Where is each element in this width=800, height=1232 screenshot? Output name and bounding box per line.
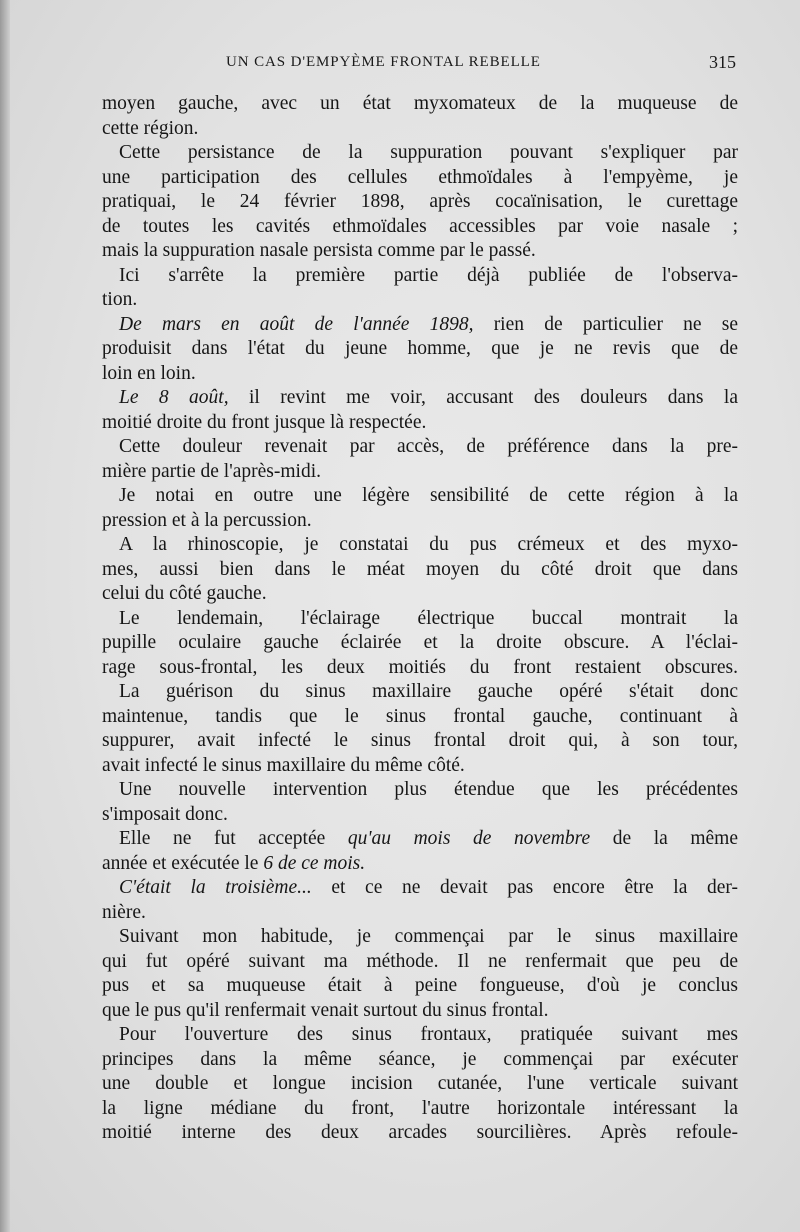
text-segment: et ce ne devait pas encore être la der- — [311, 877, 738, 898]
text-segment: Pour l'ouverture des sinus frontaux, pratiquée suivant mes — [119, 1024, 738, 1045]
text-line — [102, 705, 738, 730]
text-line — [102, 729, 738, 754]
text-segment: moitié droite du front jusque là respectée. — [102, 411, 427, 433]
text-segment: avait infecté le sinus maxillaire du même côté. — [102, 754, 465, 776]
text-line — [102, 215, 738, 240]
text-line — [102, 827, 738, 852]
text-line — [102, 386, 738, 411]
text-line — [102, 1121, 738, 1146]
text-segment: maintenue, tandis que le sinus frontal gauche, continuant à — [102, 705, 738, 727]
text-segment: que le pus qu'il renfermait venait surtout du sinus frontal. — [102, 999, 549, 1021]
text-segment: moitié interne des deux arcades sourcilières. Après refoule- — [102, 1122, 738, 1143]
text-segment: cette région. — [102, 117, 199, 139]
text-segment: pupille oculaire gauche éclairée et la droite obscure. A l'éclai- — [102, 632, 738, 653]
text-line — [102, 680, 738, 705]
text-line — [102, 582, 738, 607]
text-segment: loin en loin. — [102, 362, 196, 384]
text-line — [102, 1072, 738, 1097]
text-segment: suppurer, avait infecté le sinus frontal droit qui, à son tour, — [102, 730, 738, 751]
text-line — [102, 362, 738, 387]
text-line — [102, 901, 738, 926]
text-line — [102, 166, 738, 191]
text-segment: une double et longue incision cutanée, l'une verticale suivant — [102, 1073, 738, 1094]
text-segment: une participation des cellules ethmoïdales à l'empyème, je — [102, 166, 738, 188]
text-line — [102, 190, 738, 215]
text-segment: nière. — [102, 901, 146, 923]
text-line — [102, 974, 738, 999]
text-line — [102, 313, 738, 338]
text-line — [102, 92, 738, 117]
text-segment: rien de particulier ne se — [473, 313, 739, 335]
page-number: 315 — [709, 52, 736, 72]
text-segment: Une nouvelle intervention plus étendue que les précédentes — [119, 779, 738, 800]
text-segment: principes dans la même séance, je commençai par exécuter — [102, 1048, 738, 1070]
text-segment: Le lendemain, l'éclairage électrique buccal montrait la — [119, 607, 738, 629]
text-segment: pratiquai, le 24 février 1898, après cocaïnisation, le curettage — [102, 191, 738, 212]
italic-text: De mars en août de l'année 1898, — [119, 313, 474, 335]
text-line — [102, 803, 738, 828]
text-line — [102, 435, 738, 460]
running-title: UN CAS D'EMPYÈME FRONTAL REBELLE — [226, 54, 541, 70]
text-segment: celui du côté gauche. — [102, 583, 267, 604]
text-line — [102, 852, 738, 877]
text-line — [102, 950, 738, 975]
text-line — [102, 778, 738, 803]
text-line — [102, 460, 738, 485]
text-line — [102, 1023, 738, 1048]
italic-text: 6 de ce mois. — [263, 852, 366, 874]
text-line — [102, 264, 738, 289]
text-line — [102, 484, 738, 509]
text-line — [102, 141, 738, 166]
text-line — [102, 925, 738, 950]
text-line — [102, 411, 738, 436]
text-line — [102, 876, 738, 901]
text-line — [102, 1048, 738, 1073]
text-segment: année et exécutée le — [102, 852, 264, 874]
text-segment: il revint me voir, accusant des douleurs dans la — [228, 387, 738, 408]
text-line — [102, 509, 738, 534]
text-segment: Je notai en outre une légère sensibilité de cette région à la — [119, 485, 738, 506]
text-line — [102, 558, 738, 583]
text-segment: rage sous-frontal, les deux moitiés du front restaient obscures. — [102, 656, 738, 678]
text-line — [102, 999, 738, 1024]
page-header — [226, 52, 736, 76]
text-line — [102, 337, 738, 362]
text-segment: produisit dans l'état du jeune homme, que je ne revis que de — [102, 338, 738, 359]
italic-text: C'était la troisième... — [119, 877, 312, 898]
text-segment: moyen gauche, avec un état myxomateux de la muqueuse de — [102, 93, 738, 114]
body-text — [102, 92, 738, 1146]
text-segment: de la même — [590, 828, 738, 849]
text-segment: Suivant mon habitude, je commençai par le sinus maxillaire — [119, 926, 738, 947]
text-segment: la ligne médiane du front, l'autre horizontale intéressant la — [102, 1097, 738, 1119]
text-line — [102, 631, 738, 656]
text-segment: de toutes les cavités ethmoïdales accessibles par voie nasale ; — [102, 215, 738, 237]
text-segment: qui fut opéré suivant ma méthode. Il ne renfermait que peu de — [102, 950, 738, 972]
italic-text: Le 8 août, — [119, 387, 229, 408]
text-segment: Ici s'arrête la première partie déjà publiée de l'observa- — [119, 264, 738, 286]
text-segment: La guérison du sinus maxillaire gauche opéré s'était donc — [119, 681, 738, 702]
page-spine-shadow — [0, 0, 10, 1232]
italic-text: qu'au mois de novembre — [347, 828, 591, 849]
text-line — [102, 656, 738, 681]
text-segment: mière partie de l'après-midi. — [102, 460, 322, 482]
text-segment: Cette persistance de la suppuration pouvant s'expliquer par — [119, 142, 738, 163]
text-line — [102, 288, 738, 313]
text-line — [102, 754, 738, 779]
text-line — [102, 607, 738, 632]
text-line — [102, 239, 738, 264]
text-segment: Cette douleur revenait par accès, de préférence dans la pre- — [119, 436, 738, 457]
text-segment: s'imposait donc. — [102, 803, 228, 825]
text-segment: Elle ne fut acceptée — [119, 828, 348, 849]
text-segment: mes, aussi bien dans le méat moyen du côté droit que dans — [102, 558, 738, 580]
text-segment: mais la suppuration nasale persista comme par le passé. — [102, 240, 536, 261]
text-segment: pression et à la percussion. — [102, 509, 312, 531]
text-segment: A la rhinoscopie, je constatai du pus crémeux et des myxo- — [119, 534, 738, 555]
text-line — [102, 533, 738, 558]
text-segment: pus et sa muqueuse était à peine fongueuse, d'où je conclus — [102, 975, 738, 996]
text-line — [102, 117, 738, 142]
text-line — [102, 1097, 738, 1122]
text-segment: tion. — [102, 289, 138, 310]
